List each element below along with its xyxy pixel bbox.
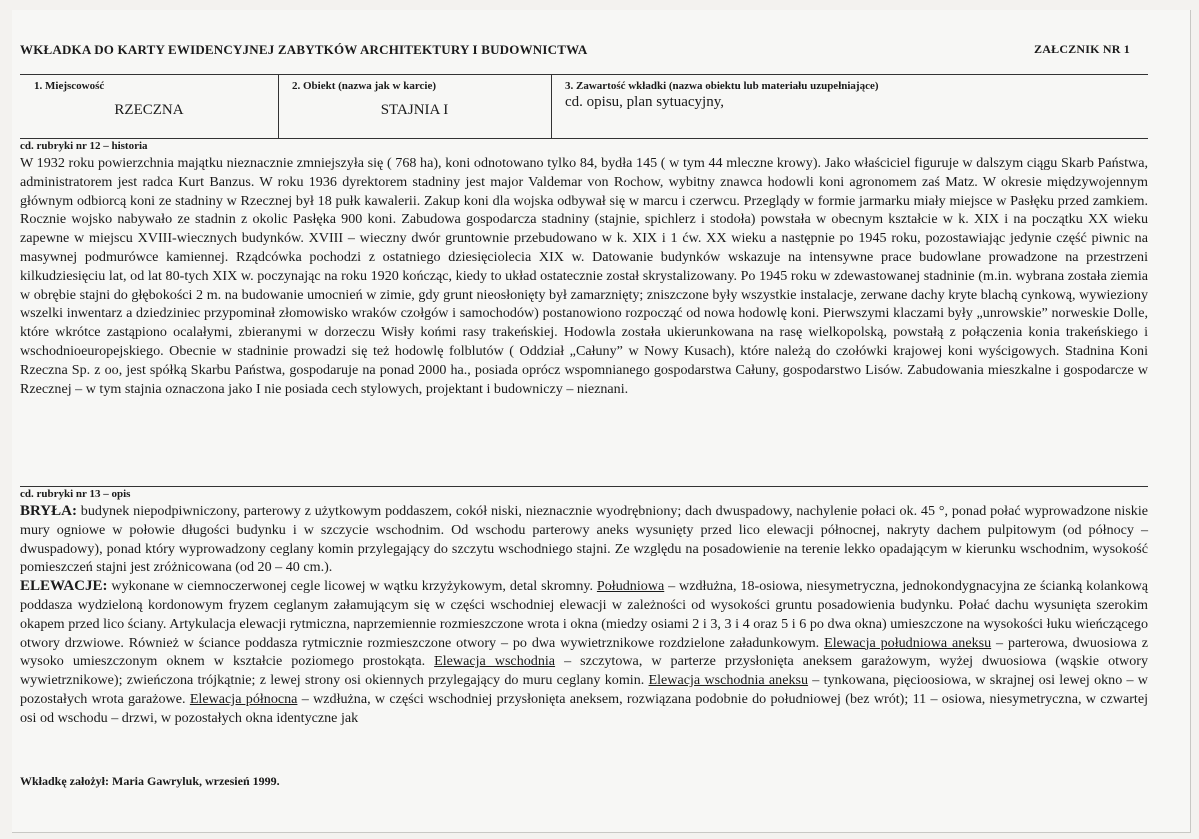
description-section — [20, 488, 1148, 728]
elewacje-text: wykonane w ciemnoczerwonej cegle licowej w wątku krzyżykowym, detal skromny. — [107, 578, 597, 595]
field-object-value: STAJNIA I — [380, 102, 449, 118]
elewacje-heading: ELEWACJE: — [20, 578, 108, 595]
field-contents — [551, 75, 1148, 138]
east-elevation-text: – szczytowa, w parterze przysłonięta aneksem garażowym, wyżej dwuosiowa (wąskie otwory wywietrznikowe); zwieńczona trójkątnie; z lewej strony osi okiennych przylegający do muru ceglany komin. — [20, 653, 1148, 689]
fields-row — [20, 75, 1148, 138]
field-object — [278, 75, 551, 138]
field-locality-value: RZECZNA — [114, 102, 184, 118]
south-elevation-text: – wzdłużna, 18-osiowa, niesymetryczna, jednokondygnacyjna ze ścianką kolankową poddasza wydzieloną kordonowym fryzem ceglanym załamującym się w części wschodniej elewacji w zależności od wysokości gruntu posadowienia budynku. Połać dachu wysunięta szerokim okapem przed lico ściany. Artykulacja elewacji rytmiczna, naprzemiennie rozmieszczone wrota i okna (miedzy osiami 2 i 3, 3 i 4 oraz 5 i 6 po dwa okna) umieszczone na wysokości łuku wieńczącego otwory drzwiowe. Również w ściance poddasza rytmicznie rozmieszczone otwory – po dwa wywietrznikowe rozdzielone załadunkowym. — [20, 578, 1149, 651]
east-annex-text: – tynkowana, pięcioosiowa, w skrajnej osi lewej okno – w pozostałych wrota garażowe. — [20, 672, 1148, 707]
document-header — [20, 42, 1150, 64]
bryla-text: budynek niepodpiwniczony, parterowy z użytkowym poddaszem, cokół niski, nieznacznie wyodrębniony; dach dwuspadowy, nachylenie połaci ok. 45 °, ponad połać wyprowadzone niskie mury ogniowe w połowie długości budynku i w szczycie wschodnim. Od wschodu parterowy aneks wysunięty przed lico elewacji północnej, nakryty dachem pulpitowym (od północy – dwuspadowy), ponad który wyprowadzony ceglany komin przylegający do szczytu wschodniego stajni. Ze względu na posadowienie na terenie lekko opadającym w kierunku wschodnim, wysokość pomieszczeń stajni jest zróżnicowana (od 20 – 40 cm.). — [20, 503, 1148, 576]
east-annex-heading: Elewacja wschodnia aneksu — [648, 672, 809, 689]
document-title: WKŁADKA DO KARTY EWIDENCYJNEJ ZABYTKÓW ARCHITEKTURY I BUDOWNICTWA — [20, 42, 588, 57]
north-elevation-heading: Elewacja północna — [189, 690, 298, 707]
fields-rule — [20, 138, 1148, 139]
history-text: W 1932 roku powierzchnia majątku nieznacznie zmniejszyła się ( 768 ha), koni odnotowano tylko 84, bydła 145 ( w tym 44 mleczne krowy). Jako właściciel figuruje w dalszym ciągu Skarb Państwa, administratorem jest radca Kurt Banzus. W roku 1936 dyrektorem stadniny jest major Valdemar von Rochow, wybitny znawca hodowli koni agronomem zaś Matz. W okresie międzywojennym głównym odbiorcą koni ze stadniny w Rzecznej był 18 pułk kawalerii. Zakup koni dla wojska odbywał się w marcu i czerwcu. Przeglądy w formie jarmarku miały miejsce w Pasłęku przed zamkiem. Rocznie wojsko nabywało ze stadnin z okolic Pasłęka 900 koni. Zabudowa gospodarcza stadniny (stajnie, spichlerz i stodoła) powstała w obecnym kształcie w k. XIX i na początku XX wieku zapewne w miejscu XVIII-wiecznych budynków. XVIII – wieczny dwór gruntownie przebudowano w k. XIX i 1 ćw. XX wieku a następnie po 1945 roku, pozostawiając jedynie część piwnic na masywnej podmurówce kamiennej. Rządcówka pochodzi z ostatniego dziesięciolecia XIX w. Datowanie budynków wskazuje na intensywne prace budowlane prowadzone na przestrzeni kilkudziesięciu lat, od lat 80-tych XIX w. poczynając na roku 1920 kończąc, kiedy to układ ostatecznie został skrystalizowany. Po 1945 roku w zdewastowanej stadninie (m.in. wybrana została ziemia w obrębie stajni do głębokości 2 m. na budowanie umocnień w zimie, gdy grunt nieosłonięty był zamarznięty; zniszczone były wszystkie instalacje, zerwane dachy kryte blachą cynkową, wywieziony wszelki inwentarz a dziedziniec przypominał złomowisko wraków czołgów i samochodów) postanowiono rozpocząć od nowa hodowlę koni. Pierwszymi klaczami były „unrowskie” norweskie Dolle, które wkrótce zastąpiono ocalałymi, zbieranymi w dorzeczu Wisły końmi rasy trakeńskiej. Hodowla została ukierunkowana na rasę wielkopolską, powstałą z połączenia konia trakeńskiego i wschodnioeuropejskiego. Obecnie w stadninie prowadzi się też hodowlę folblutów ( Oddział „Całuny” w Nowy Kusach), które należą do czołówki krajowej koni wyścigowych. Stadnina Koni Rzeczna Sp. z oo, jest spółką Skarbu Państwa, gospodaruje na ponad 2000 ha., posiada oprócz wspomnianego gospodarstwa Całuny, gospodarstwo Lisów. Zabudowania mieszkalne i gospodarcze w Rzecznej – w tym stajnia oznaczona jako I nie posiada cech stylowych, projektant i budowniczy – nieznani. — [20, 155, 1148, 397]
history-rule — [20, 486, 1148, 487]
bryla-heading: BRYŁA: — [20, 503, 77, 519]
description-label: cd. rubryki nr 13 – opis — [20, 488, 131, 500]
field-contents-value: cd. opisu, plan sytuacyjny, — [565, 94, 725, 110]
attachment-number: ZAŁCZNIK NR 1 — [1034, 42, 1130, 56]
history-label: cd. rubryki nr 12 – historia — [20, 140, 148, 152]
south-elevation-heading: Południowa — [596, 578, 665, 595]
history-section — [20, 140, 1148, 398]
bryla-paragraph — [20, 502, 1148, 577]
north-elevation-text: – wzdłużna, w części wschodniej przysłonięta aneksem, rozwiązana podobnie do południowej (bez wrót); 11 – osiowa, niesymetryczna, w czwartej osi od wschodu – drzwi, w pozostałych okna identyczne jak — [20, 690, 1149, 726]
field-locality — [20, 75, 278, 138]
field-object-label: 2. Obiekt (nazwa jak w karcie) — [292, 80, 437, 92]
author-note: Wkładkę założył: Maria Gawryluk, wrzesień 1999. — [20, 774, 280, 788]
field-locality-label: 1. Miejscowość — [34, 80, 105, 92]
east-elevation-heading: Elewacja wschodnia — [434, 653, 556, 670]
south-annex-text: – parterowa, dwuosiowa z wysoko umieszczonym oknem w kształcie poziomego prostokąta. — [20, 634, 1148, 670]
field-contents-label: 3. Zawartość wkładki (nazwa obiektu lub materiału uzupełniające) — [565, 80, 879, 92]
elewacje-paragraph — [20, 577, 1148, 727]
south-annex-heading: Elewacja południowa aneksu — [824, 634, 992, 651]
